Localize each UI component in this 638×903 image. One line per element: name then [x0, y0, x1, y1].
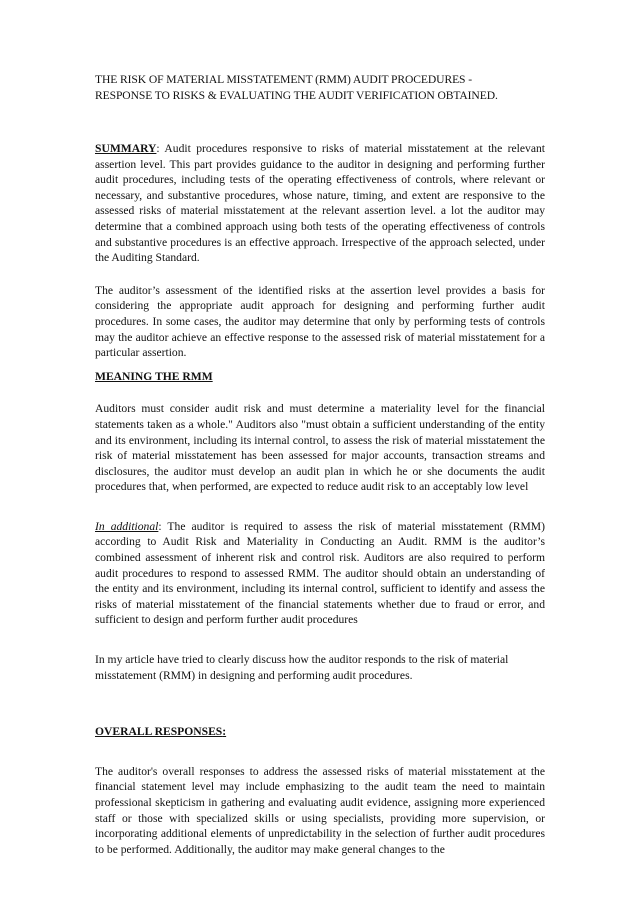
additional-text: : The auditor is required to assess the risk of material misstatement (RMM) according to Audit Risk and Materiality in Conducting an Audit. RMM is the auditor’s combined assessment of inherent risk and control risk. Auditors are also required to perform audit procedures to respond to assessed RMM. The auditor should obtain an understanding of the entity and its environment, including its internal control, sufficient to identify and assess the risks of material misstatement of the financial statements whether due to fraud or error, and sufficient to design and perform further audit procedures [95, 519, 545, 627]
meaning-paragraph: Auditors must consider audit risk and must determine a materiality level for the financial statements taken as a whole." Auditors also "must obtain a sufficient understanding of the entity and its environment, including its internal control, to assess the risk of material misstatement the risk of material misstatement has been assessed for major accounts, transaction streams and disclosures, the auditor must develop an audit plan in which he or she documents the audit procedures that, when performed, are expected to reduce audit risk to an acceptably low level [95, 402, 545, 494]
title-line-2: RESPONSE TO RISKS & EVALUATING THE AUDIT VERIFICATION OBTAINED. [95, 89, 498, 102]
summary-text: : Audit procedures responsive to risks of material misstatement at the relevant assertion level. This part provides guidance to the auditor in designing and performing further audit procedures, including tests of the operating effectiveness of controls, where relevant or necessary, and substantive procedures, whose nature, timing, and extent are responsive to the assessed risks of material misstatement at the relevant assertion level. a lot the auditor may determine that a combined approach using both tests of the operating effectiveness of controls and substantive procedures is an effective approach. Irrespective of the approach selected, under the Auditing Standard. [95, 142, 545, 265]
heading-meaning: MEANING THE RMM [95, 369, 213, 383]
summary-paragraph [95, 141, 545, 266]
article-paragraph: In my article have tried to clearly discuss how the auditor responds to the risk of material misstatement (RMM) in designing and performing audit procedures. [95, 653, 509, 682]
document-title [95, 72, 545, 104]
assessment-paragraph: The auditor’s assessment of the identified risks at the assertion level provides a basis for considering the appropriate audit approach for designing and performing further audit procedures. In some cases, the auditor may determine that only by performing tests of controls may the auditor achieve an effective response to the assessed risk of material misstatement for a particular assertion. [95, 283, 545, 360]
heading-overall: OVERALL RESPONSES [95, 725, 223, 739]
title-line-1: THE RISK OF MATERIAL MISSTATEMENT (RMM) AUDIT PROCEDURES - [95, 73, 472, 86]
summary-label: SUMMARY [95, 142, 157, 155]
document-page [95, 72, 545, 857]
heading-overall-wrap [95, 724, 545, 740]
heading-overall-suffix: : [222, 725, 227, 739]
additional-label: In additional [95, 519, 159, 533]
additional-paragraph [95, 519, 545, 628]
overall-paragraph: The auditor's overall responses to address the assessed risks of material misstatement at the financial statement level may include emphasizing to the audit team the need to maintain professional skepticism in gathering and evaluating audit evidence, assigning more experienced staff or those with specialized skills or using specialists, providing more supervision, or incorporating additional elements of unpredictability in the selection of further audit procedures to be performed. Additionally, the auditor may make general changes to the [95, 764, 545, 856]
